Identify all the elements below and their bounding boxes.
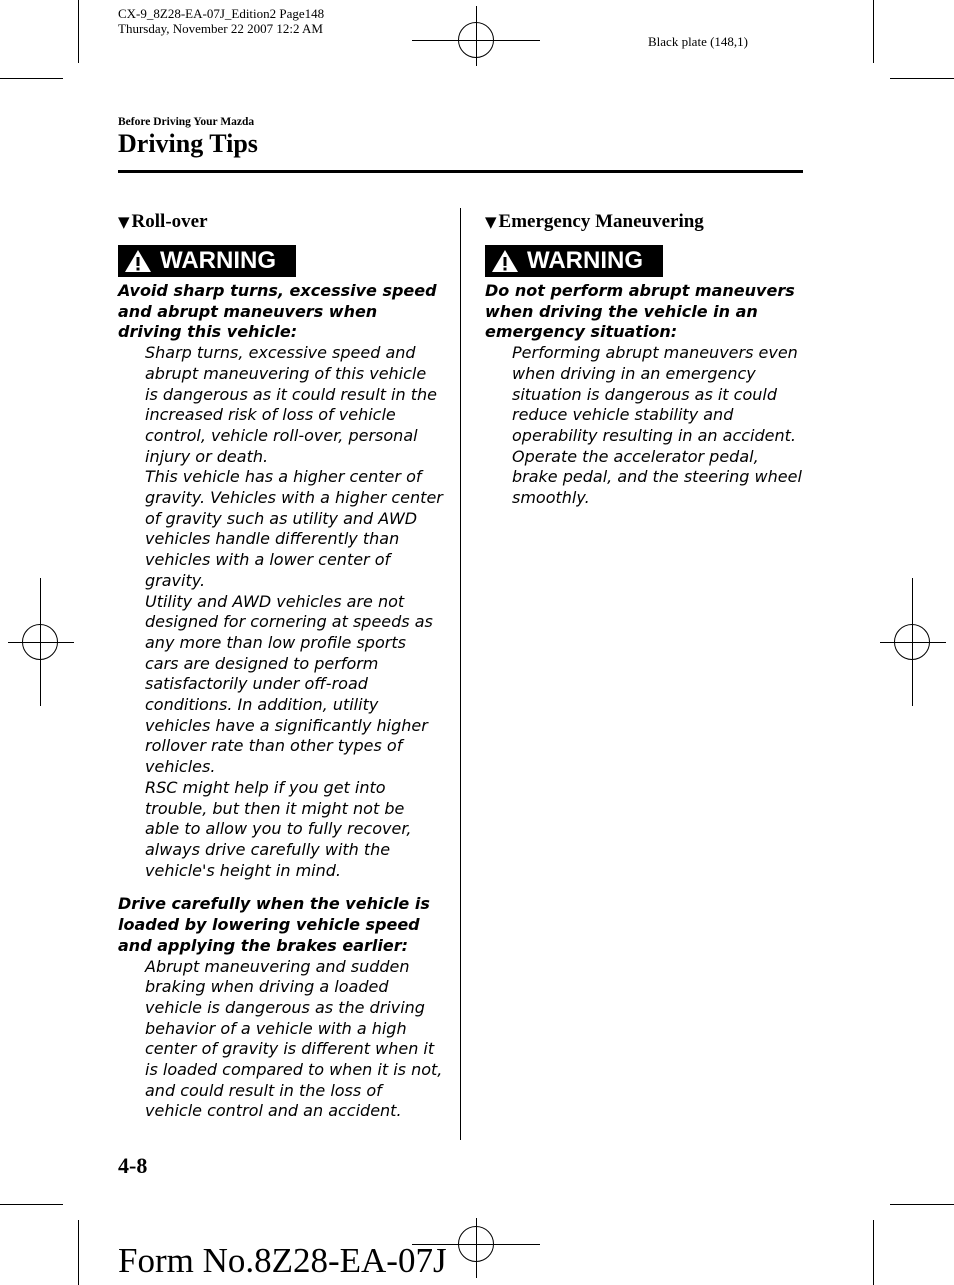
warning-triangle-icon xyxy=(124,249,152,273)
rollover-heading: ▼ Roll-over xyxy=(118,211,208,232)
page-number: 4-8 xyxy=(118,1153,148,1178)
crop-mark xyxy=(890,1204,954,1205)
print-info-file: CX-9_8Z28-EA-07J_Edition2 Page148 xyxy=(118,6,325,21)
warning-label: WARNING xyxy=(527,247,643,274)
triangle-bullet-icon: ▼ xyxy=(485,213,497,231)
paragraph: Sharp turns, excessive speed and abrupt maneuvering of this vehicle is dangerous as it could result in the increased risk of loss of vehicle control, vehicle roll-over, personal injury or death. xyxy=(145,343,437,466)
warning-lead: Drive carefully when the vehicle is loaded by lowering vehicle speed and applying the brakes earlier: xyxy=(118,894,430,955)
triangle-bullet-icon: ▼ xyxy=(118,213,130,231)
crop-mark xyxy=(890,78,954,79)
warning-body xyxy=(145,957,443,1123)
paragraph: This vehicle has a higher center of gravity. Vehicles with a higher center of gravity such as utility and AWD vehicles handle differently than vehicles with a lower center of gravity. xyxy=(145,467,443,590)
left-column xyxy=(118,211,443,1122)
warning-banner xyxy=(118,245,296,277)
warning-body xyxy=(512,343,803,509)
warning-banner xyxy=(485,245,663,277)
warning-lead: Avoid sharp turns, excessive speed and abrupt maneuvers when driving this vehicle: xyxy=(118,281,437,342)
right-column xyxy=(485,211,803,509)
form-number: Form No.8Z28-EA-07J xyxy=(118,1241,447,1280)
paragraph: Utility and AWD vehicles are not designed for cornering at speeds as any more than low profile sports cars are designed to perform satisfactorily under off-road conditions. In addition, utility vehicles have a significantly higher rollover rate than other types of vehicles. xyxy=(145,591,433,777)
registration-mark xyxy=(22,624,58,660)
plate-info: Black plate (148,1) xyxy=(648,34,748,49)
crop-mark xyxy=(873,0,874,63)
warning-body xyxy=(145,343,443,881)
warning-lead: Do not perform abrupt maneuvers when driving the vehicle in an emergency situation: xyxy=(485,281,795,342)
title-rule xyxy=(118,170,803,173)
column-divider xyxy=(460,208,461,1140)
crop-mark xyxy=(0,1204,63,1205)
crop-mark xyxy=(78,1220,79,1285)
paragraph: RSC might help if you get into trouble, but then it might not be able to allow you to fully recover, always drive carefully with the vehicle's height in mind. xyxy=(145,777,412,880)
print-info-date: Thursday, November 22 2007 12:2 AM xyxy=(118,21,323,36)
warning-triangle-icon xyxy=(491,249,519,273)
paragraph: Operate the accelerator pedal, brake pedal, and the steering wheel smoothly. xyxy=(512,446,802,508)
paragraph: Abrupt maneuvering and sudden braking when driving a loaded vehicle is dangerous as the driving behavior of a vehicle with a high center of gravity is different when it is loaded compared to when it is not, and could result in the loss of vehicle control and an accident. xyxy=(145,956,443,1121)
warning-label: WARNING xyxy=(160,247,276,274)
crop-mark xyxy=(873,1220,874,1285)
emergency-heading: ▼ Emergency Maneuvering xyxy=(485,211,704,232)
print-info xyxy=(118,6,324,36)
page-title: Driving Tips xyxy=(118,129,258,158)
section-label: Before Driving Your Mazda xyxy=(118,116,255,128)
crop-mark xyxy=(78,0,79,63)
crop-mark xyxy=(0,78,63,79)
registration-mark xyxy=(458,22,494,58)
registration-mark xyxy=(458,1226,494,1262)
registration-mark xyxy=(894,624,930,660)
paragraph: Performing abrupt maneuvers even when driving in an emergency situation is dangerous as it could reduce vehicle stability and operability resulting in an accident. xyxy=(512,343,798,445)
